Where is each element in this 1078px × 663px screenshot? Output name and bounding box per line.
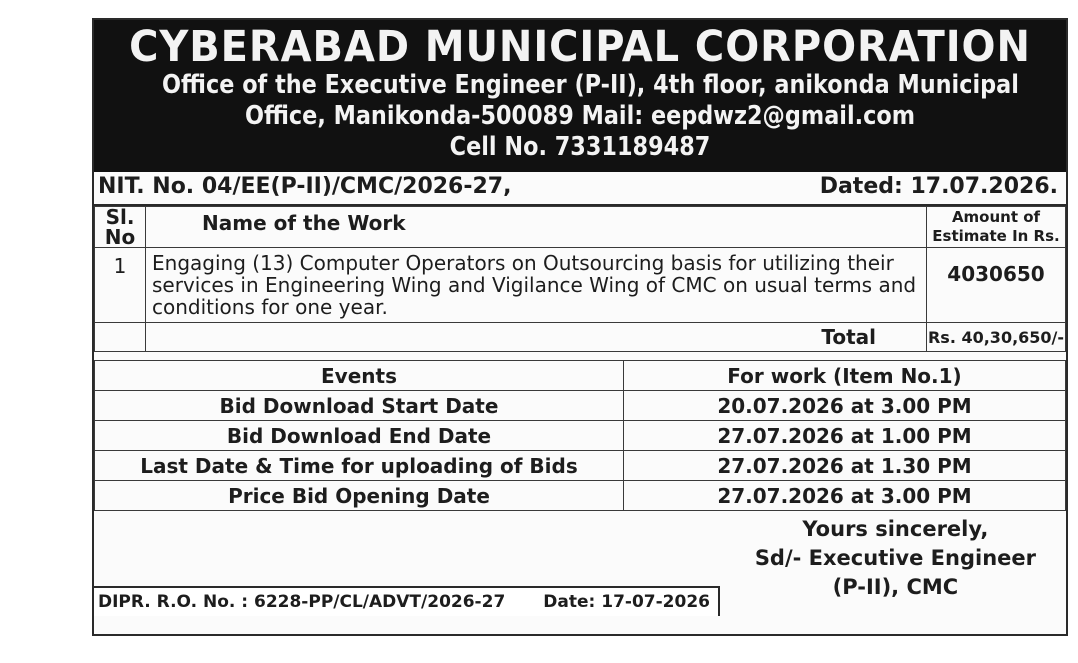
col-header-sl-no: Sl. No	[95, 207, 146, 248]
notice-footer	[94, 511, 1066, 616]
event-value: 27.07.2026 at 1.00 PM	[624, 421, 1066, 451]
col-header-events: Events	[95, 361, 624, 391]
total-empty-cell	[95, 323, 146, 352]
event-label: Bid Download End Date	[95, 421, 624, 451]
total-row	[95, 323, 1066, 352]
office-phone-line: Cell No. 7331189487	[449, 132, 711, 162]
office-email-line: Office, Manikonda-500089 Mail: eepdwz2@gmail.com	[244, 101, 916, 131]
nit-row	[94, 172, 1066, 206]
event-value: 20.07.2026 at 3.00 PM	[624, 391, 1066, 421]
work-table	[94, 206, 1066, 352]
nit-date: Dated: 17.07.2026.	[819, 174, 1058, 199]
tender-notice	[92, 18, 1068, 636]
event-value: 27.07.2026 at 1.30 PM	[624, 451, 1066, 481]
event-label: Bid Download Start Date	[95, 391, 624, 421]
notice-header	[94, 20, 1066, 172]
nit-number: NIT. No. 04/EE(P-II)/CMC/2026-27,	[98, 174, 512, 199]
event-value: 27.07.2026 at 3.00 PM	[624, 481, 1066, 511]
signature-designation: Sd/- Executive Engineer	[754, 546, 1036, 570]
table-row	[95, 421, 1066, 451]
events-table-header	[95, 361, 1066, 391]
signature-office: (P-II), CMC	[832, 575, 959, 599]
table-row	[95, 391, 1066, 421]
col-header-for-work: For work (Item No.1)	[624, 361, 1066, 391]
event-label: Last Date & Time for uploading of Bids	[95, 451, 624, 481]
col-header-name-of-work: Name of the Work	[146, 207, 927, 248]
events-table	[94, 360, 1066, 511]
row-work-name: Engaging (13) Computer Operators on Outsourcing basis for utilizing their services in Engineering Wing and Vigilance Wing of CMC on usual terms and conditions for one year.	[146, 248, 927, 323]
table-row	[95, 248, 1066, 323]
office-address-line: Office of the Executive Engineer (P-II), 4th floor, anikonda Municipal	[162, 70, 1019, 100]
total-value: Rs. 40,30,650/-	[927, 323, 1066, 352]
dipr-date: Date: 17-07-2026	[543, 592, 710, 612]
col-header-amount: Amount of Estimate In Rs.	[927, 207, 1066, 248]
dipr-ro-number: DIPR. R.O. No. : 6228-PP/CL/ADVT/2026-27	[98, 592, 506, 612]
table-row	[95, 481, 1066, 511]
signature-salutation: Yours sincerely,	[802, 517, 989, 541]
signature-block	[755, 515, 1036, 602]
total-label: Total	[146, 323, 927, 352]
table-row	[95, 451, 1066, 481]
row-sl-no: 1	[95, 248, 146, 323]
dipr-release-strip	[94, 586, 720, 616]
corporation-title: CYBERABAD MUNICIPAL CORPORATION	[129, 22, 1031, 72]
work-table-header	[95, 207, 1066, 248]
row-amount: 4030650	[927, 248, 1066, 323]
event-label: Price Bid Opening Date	[95, 481, 624, 511]
